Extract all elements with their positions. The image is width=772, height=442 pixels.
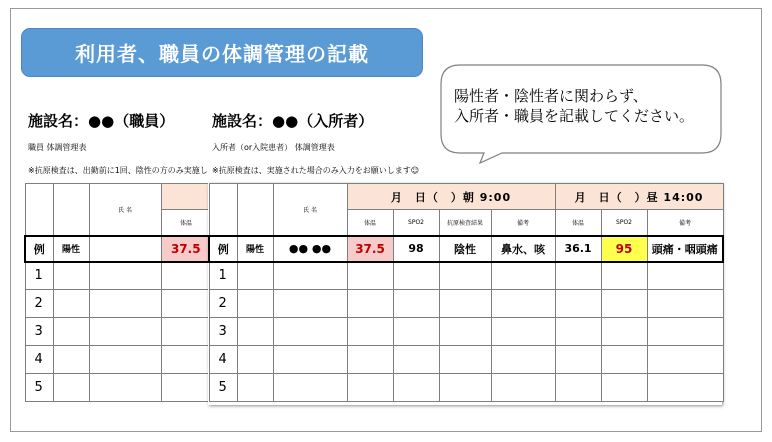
table-cell[interactable] — [555, 346, 601, 374]
resident-facility-value: ●●（入所者） — [272, 112, 374, 130]
table-cell[interactable] — [491, 374, 555, 402]
table-cell[interactable] — [491, 318, 555, 346]
table-cell[interactable] — [53, 374, 89, 402]
table-cell[interactable] — [439, 374, 491, 402]
title-banner — [21, 28, 423, 77]
resident-example-remarks-morning: 鼻水、咳 — [491, 236, 555, 262]
table-cell[interactable] — [601, 290, 647, 318]
table-cell[interactable] — [161, 262, 211, 290]
row-number: 5 — [25, 374, 53, 402]
table-cell[interactable] — [53, 346, 89, 374]
table-cell[interactable] — [161, 346, 211, 374]
staff-note: ※抗原検査は、出勤前に1回、陰性の方のみ実施し — [28, 166, 208, 175]
table-cell[interactable] — [161, 374, 211, 402]
row-number: 4 — [209, 346, 237, 374]
table-row — [209, 318, 723, 346]
row-number: 1 — [25, 262, 53, 290]
table-cell[interactable] — [393, 290, 439, 318]
table-cell[interactable] — [161, 290, 211, 318]
staff-header-result-cell — [53, 184, 89, 236]
resident-example-result: 陽性 — [237, 236, 273, 262]
table-row — [25, 290, 211, 318]
staff-example-result: 陽性 — [53, 236, 89, 262]
table-cell[interactable] — [647, 346, 723, 374]
table-row — [209, 346, 723, 374]
staff-sheet-title: 職員 体調管理表 — [28, 143, 87, 152]
resident-example-row — [209, 236, 723, 262]
header-remarks-noon: 備考 — [647, 210, 723, 236]
staff-header-label-cell — [25, 184, 53, 236]
row-number: 2 — [209, 290, 237, 318]
resident-sheet-title: 入所者（or入院患者） 体調管理表 — [212, 143, 335, 152]
table-cell[interactable] — [347, 374, 393, 402]
table-cell[interactable] — [555, 318, 601, 346]
table-cell[interactable] — [237, 290, 273, 318]
table-row — [209, 262, 723, 290]
resident-example-temp-morning: 37.5 — [347, 236, 393, 262]
resident-example-spo2-noon: 95 — [601, 236, 647, 262]
table-cell[interactable] — [491, 290, 555, 318]
table-cell[interactable] — [601, 262, 647, 290]
header-spo2-noon: SPO2 — [601, 210, 647, 236]
table-cell[interactable] — [555, 290, 601, 318]
table-cell[interactable] — [393, 318, 439, 346]
row-number: 3 — [25, 318, 53, 346]
table-cell[interactable] — [347, 262, 393, 290]
table-cell[interactable] — [555, 374, 601, 402]
staff-facility-heading — [28, 110, 174, 131]
resident-header-label-cell — [209, 184, 237, 236]
table-row — [209, 374, 723, 402]
resident-facility-label: 施設名： — [212, 112, 273, 130]
table-cell[interactable] — [273, 374, 347, 402]
table-row — [209, 290, 723, 318]
resident-table — [208, 183, 724, 402]
staff-example-temp: 37.5 — [161, 236, 211, 262]
resident-example-antigen: 陰性 — [439, 236, 491, 262]
header-temp-morning: 体温 — [347, 210, 393, 236]
resident-example-temp-noon: 36.1 — [555, 236, 601, 262]
table-row — [25, 318, 211, 346]
resident-header-result-cell — [237, 184, 273, 236]
table-cell[interactable] — [647, 262, 723, 290]
staff-example-name — [89, 236, 161, 262]
resident-example-name: ●● ●● — [273, 236, 347, 262]
table-cell[interactable] — [647, 374, 723, 402]
table-cell[interactable] — [439, 262, 491, 290]
row-number: 4 — [25, 346, 53, 374]
table-cell[interactable] — [601, 346, 647, 374]
row-number: 1 — [209, 262, 237, 290]
table-cell[interactable] — [53, 290, 89, 318]
table-cell[interactable] — [439, 346, 491, 374]
resident-example-remarks-noon: 頭痛・咽頭痛 — [647, 236, 723, 262]
table-cell[interactable] — [161, 318, 211, 346]
table-cell[interactable] — [439, 318, 491, 346]
table-cell[interactable] — [273, 318, 347, 346]
callout-line-2: 入所者・職員を記載してください。 — [454, 107, 695, 125]
page-title: 利用者、職員の体調管理の記載 — [75, 42, 369, 66]
table-cell[interactable] — [347, 318, 393, 346]
header-spo2-morning: SPO2 — [393, 210, 439, 236]
table-cell[interactable] — [491, 346, 555, 374]
table-cell[interactable] — [237, 318, 273, 346]
callout-text — [454, 86, 694, 126]
row-number: 2 — [25, 290, 53, 318]
resident-note: ※抗原検査は、実施された場合のみ入力をお願いします☺ — [212, 166, 420, 175]
table-cell[interactable] — [601, 374, 647, 402]
row-number: 3 — [209, 318, 237, 346]
table-cell[interactable] — [89, 318, 161, 346]
table-cell[interactable] — [347, 290, 393, 318]
table-cell[interactable] — [491, 262, 555, 290]
table-cell[interactable] — [555, 262, 601, 290]
table-row — [25, 374, 211, 402]
table-cell[interactable] — [53, 262, 89, 290]
table-cell[interactable] — [237, 346, 273, 374]
table-cell[interactable] — [273, 290, 347, 318]
table-row — [25, 262, 211, 290]
table-cell[interactable] — [237, 374, 273, 402]
resident-header-name: 氏 名 — [273, 184, 347, 236]
staff-example-label: 例 — [25, 236, 53, 262]
staff-header-name: 氏 名 — [89, 184, 161, 236]
staff-header-date — [161, 184, 211, 210]
table-cell[interactable] — [89, 346, 161, 374]
table-cell[interactable] — [273, 346, 347, 374]
callout-line-1: 陽性者・陰性者に関わらず、 — [454, 87, 648, 105]
table-cell[interactable] — [89, 262, 161, 290]
table-cell[interactable] — [393, 374, 439, 402]
table-cell[interactable] — [89, 290, 161, 318]
row-number: 5 — [209, 374, 237, 402]
staff-facility-label: 施設名： — [28, 112, 89, 130]
table-cell[interactable] — [273, 262, 347, 290]
table-cell[interactable] — [53, 318, 89, 346]
table-cell[interactable] — [601, 318, 647, 346]
resident-facility-heading — [212, 110, 373, 131]
header-remarks-morning: 備考 — [491, 210, 555, 236]
table-row — [25, 346, 211, 374]
resident-example-label: 例 — [209, 236, 237, 262]
table-cell[interactable] — [647, 290, 723, 318]
noon-header: 月 日（ ）昼 14:00 — [555, 184, 723, 210]
staff-table — [24, 183, 212, 402]
staff-header-temp: 体温 — [161, 210, 211, 236]
table-cell[interactable] — [89, 374, 161, 402]
staff-facility-value: ●●（職員） — [88, 112, 175, 130]
resident-example-spo2-morning: 98 — [393, 236, 439, 262]
table-cell[interactable] — [237, 262, 273, 290]
table-cell[interactable] — [439, 290, 491, 318]
staff-example-row — [25, 236, 211, 262]
morning-header: 月 日（ ）朝 9:00 — [347, 184, 555, 210]
table-cell[interactable] — [393, 346, 439, 374]
table-cell[interactable] — [647, 318, 723, 346]
callout-bubble — [440, 64, 722, 154]
table-cell[interactable] — [347, 346, 393, 374]
table-cell[interactable] — [393, 262, 439, 290]
header-antigen: 抗原検査結果 — [439, 210, 491, 236]
header-temp-noon: 体温 — [555, 210, 601, 236]
